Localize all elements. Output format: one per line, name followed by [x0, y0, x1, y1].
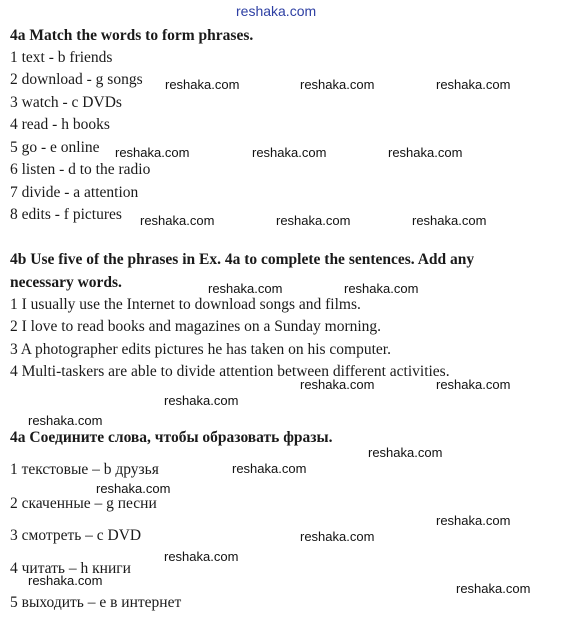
sentence: 2 I love to read books and magazines on a Sunday morning. [10, 318, 382, 335]
watermark: reshaka.com [300, 377, 375, 392]
watermark: reshaka.com [96, 481, 171, 496]
watermark: reshaka.com [412, 213, 487, 228]
watermark: reshaka.com [300, 77, 375, 92]
list-item: 8 edits - f pictures [10, 206, 122, 223]
list-item: 5 выходить – е в интернет [10, 594, 182, 611]
sentence: 3 A photographer edits pictures he has taken on his computer. [10, 341, 391, 358]
list-item: 4 read - h books [10, 116, 110, 133]
list-item: 2 download - g songs [10, 71, 143, 88]
list-item: 2 скаченные – g песни [10, 495, 157, 512]
watermark: reshaka.com [276, 213, 351, 228]
watermark: reshaka.com [140, 213, 215, 228]
watermark: reshaka.com [28, 413, 103, 428]
section-ru-heading: 4а Соедините слова, чтобы образовать фразы. [10, 429, 333, 446]
section-4a-heading: 4a Match the words to form phrases. [10, 27, 254, 44]
sentence: 4 Multi-taskers are able to divide attention between different activities. [10, 363, 450, 380]
watermark: reshaka.com [368, 445, 443, 460]
watermark: reshaka.com [456, 581, 531, 596]
list-item: 3 смотреть – c DVD [10, 527, 142, 544]
watermark: reshaka.com [164, 393, 239, 408]
list-item: 7 divide - a attention [10, 184, 139, 201]
watermark: reshaka.com [165, 77, 240, 92]
section-4b-heading-line2: necessary words. [10, 274, 122, 291]
watermark: reshaka.com [164, 549, 239, 564]
sentence: 1 I usually use the Internet to download songs and films. [10, 296, 361, 313]
list-item: 3 watch - c DVDs [10, 94, 122, 111]
watermark: reshaka.com [436, 77, 511, 92]
section-4b-heading-line1: 4b Use five of the phrases in Ex. 4a to complete the sentences. Add any [10, 251, 475, 268]
watermark: reshaka.com [300, 529, 375, 544]
watermark: reshaka.com [436, 513, 511, 528]
watermark: reshaka.com [388, 145, 463, 160]
watermark: reshaka.com [28, 573, 103, 588]
watermark: reshaka.com [344, 281, 419, 296]
watermark-top: reshaka.com [236, 3, 317, 19]
list-item: 1 текстовые – b друзья [10, 461, 159, 478]
watermark: reshaka.com [252, 145, 327, 160]
list-item: 5 go - e online [10, 139, 100, 156]
watermark: reshaka.com [115, 145, 190, 160]
watermark: reshaka.com [208, 281, 283, 296]
list-item: 6 listen - d to the radio [10, 161, 151, 178]
watermark: reshaka.com [232, 461, 307, 476]
list-item: 4 читать – h книги [10, 560, 131, 577]
list-item: 1 text - b friends [10, 49, 113, 66]
watermark: reshaka.com [436, 377, 511, 392]
